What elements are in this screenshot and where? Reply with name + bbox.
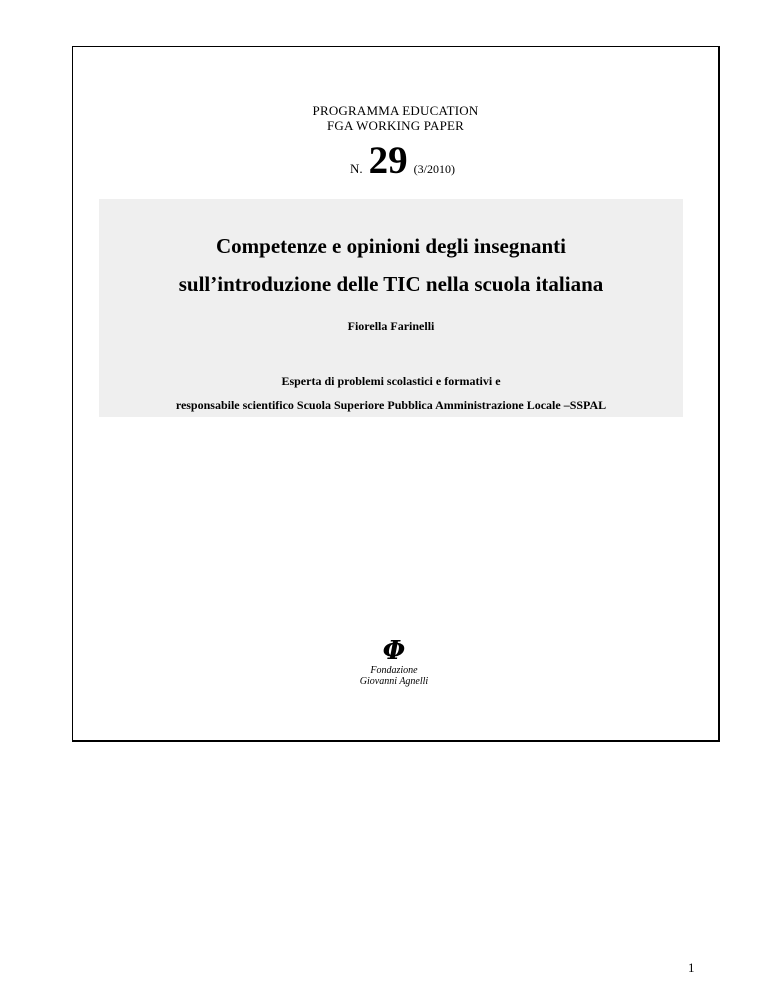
program-line-2: FGA WORKING PAPER: [326, 118, 465, 133]
number-prefix: N.: [350, 161, 363, 176]
title-line-1: Competenze e opinioni degli insegnanti: [215, 234, 567, 258]
paper-number: 29: [368, 139, 408, 182]
affiliation-line-2: responsabile scientifico Scuola Superiore Pubblica Amministrazione Locale –SSPAL: [175, 398, 607, 412]
author-affiliation: [91, 369, 691, 417]
logo-text-line-1: Fondazione: [370, 665, 418, 676]
page-number: 1: [688, 960, 695, 975]
fondazione-logo: [341, 637, 447, 687]
title-line-2: sull’introduzione delle TIC nella scuola italiana: [178, 272, 604, 296]
paper-date: (3/2010): [413, 162, 455, 176]
paper-title: [99, 227, 683, 303]
logo-text-line-2: Giovanni Agnelli: [359, 676, 429, 687]
affiliation-line-1: Esperta di problemi scolastici e formativi e: [281, 374, 501, 388]
cover-frame: [72, 46, 720, 742]
author-name: Fiorella Farinelli: [347, 319, 435, 333]
program-heading: [73, 103, 718, 133]
paper-number-line: [73, 141, 718, 181]
title-box: [99, 199, 683, 417]
program-line-1: PROGRAMMA EDUCATION: [312, 103, 479, 118]
phi-logo-icon: Φ: [382, 636, 406, 666]
